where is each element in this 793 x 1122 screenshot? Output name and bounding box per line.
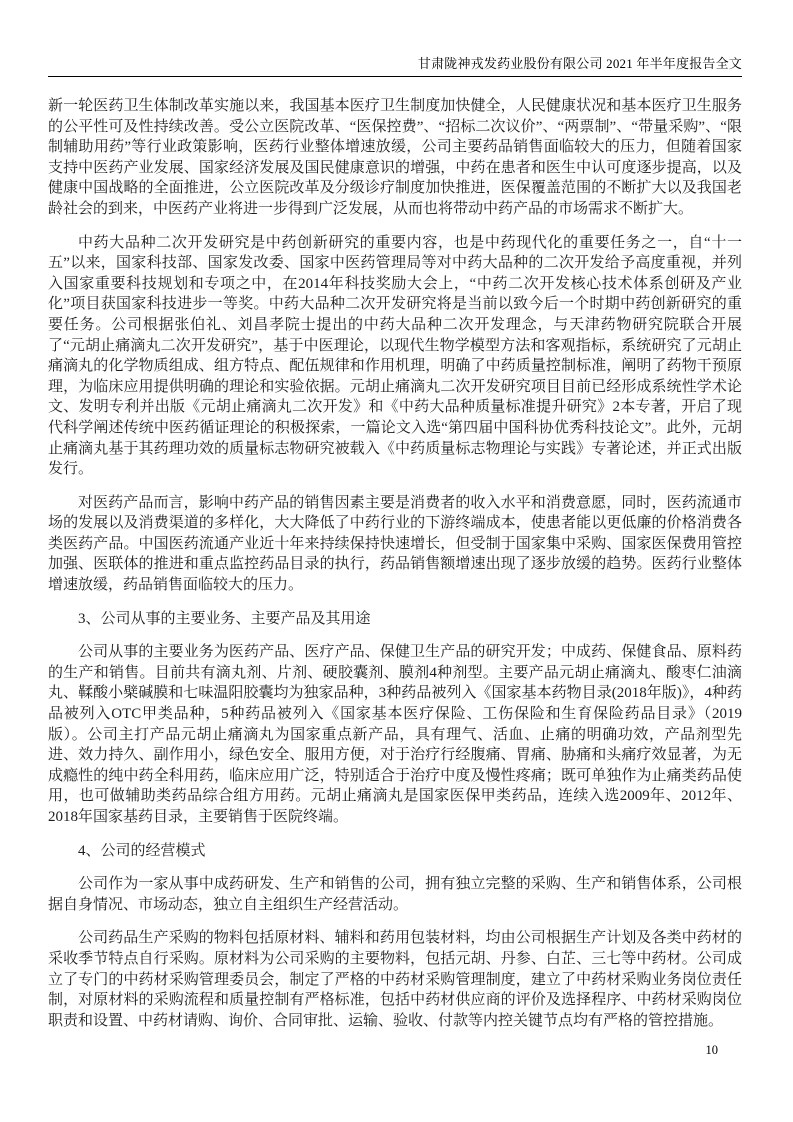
paragraph: 新一轮医药卫生体制改革实施以来，我国基本医疗卫生制度加快健全，人民健康状况和基本医疗卫生服务的公平性可及性持续改善。受公立医院改革、“医保控费”、“招标二次议价”、“两票制”、“带量采购”、“限制辅助用药”等行业政策影响，医药行业整体增速放缓，公司主要药品销售面临较大的压力，但随着国家支持中医药产业发展、国家经济发展及国民健康意识的增强，中药在患者和医生中认可度逐步提高，以及健康中国战略的全面推进，公立医院改革及分级诊疗制度加快推进，医保覆盖范围的不断扩大以及我国老龄社会的到来，中医药产业将进一步得到广泛发展，从而也将带动中药产品的市场需求不断扩大。: [48, 98, 742, 217]
section-heading: 3、公司从事的主要业务、主要产品及其用途: [78, 610, 371, 627]
paragraph: 公司从事的主要业务为医药产品、医疗产品、保健卫生产品的研究开发；中成药、保健食品、原料药的生产和销售。目前共有滴丸剂、片剂、硬胶囊剂、膜剂4种剂型。主要产品元胡止痛滴丸、酸枣仁油滴丸、鞣酸小檗碱膜和七味温阳胶囊均为独家品种，3种药品被列入《国家基本药物目录(2018年版)》，4种药品被列入OTC甲类品种，5种药品被列入《国家基本医疗保险、工伤保险和生育保险药品目录》（2019版）。公司主打产品元胡止痛滴丸为国家重点新产品，具有理气、活血、止痛的明确功效，产品剂型先进、效力持久、副作用小，绿色安全、服用方便，对于治疗行经腹痛、胃痛、胁痛和头痛疗效显著，为无成瘾性的纯中药全科用药，临床应用广泛，特别适合于治疗中度及慢性疼痛；既可单独作为止痛类药品使用，也可做辅助类药品综合组方用药。元胡止痛滴丸是国家医保甲类药品，连续入选2009年、2012年、2018年国家基药目录，主要销售于医院终端。: [48, 644, 742, 825]
paragraph: 公司药品生产采购的物料包括原材料、辅料和药用包装材料，均由公司根据生产计划及各类中药材的采收季节特点自行采购。原材料为公司采购的主要物料，包括元胡、丹参、白芷、三七等中药材。公司成立了专门的中药材采购管理委员会，制定了严格的中药材采购管理制度，建立了中药材采购业务岗位责任制，对原材料的采购流程和质量控制有严格标准，包括中药材供应商的评价及选择程序、中药材采购岗位职责和设置、中药材请购、询价、合同审批、运输、验收、付款等内控关键节点均有严格的管控措施。: [48, 930, 742, 1029]
header-title: 甘肃陇神戎发药业股份有限公司 2021 年半年度报告全文: [417, 56, 742, 71]
running-header: [48, 0, 742, 77]
paragraph: 中药大品种二次开发研究是中药创新研究的重要内容，也是中药现代化的重要任务之一，自“十一五”以来，国家科技部、国家发改委、国家中医药管理局等对中药大品种的二次开发给予高度重视，并列入国家重要科技规划和专项之中，在2014年科技奖励大会上，“中药二次开发核心技术体系创研及产业化”项目获国家科技进步一等奖。中药大品种二次开发研究将是当前以致今后一个时期中药创新研究的重要任务。公司根据张伯礼、刘昌孝院士提出的中药大品种二次开发理念，与天津药物研究院联合开展了“元胡止痛滴丸二次开发研究”，基于中医理论，以现代生物学模型方法和客观指标，系统研究了元胡止痛滴丸的化学物质组成、组方特点、配伍规律和作用机理，明确了中药质量控制标准，阐明了药物干预原理，为临床应用提供明确的理论和实验依据。元胡止痛滴丸二次开发研究项目目前已经形成系统性学术论文、发明专利并出版《元胡止痛滴丸二次开发》和《中药大品种质量标准提升研究》2本专著，开启了现代科学阐述传统中医药循证理论的积极探索，一篇论文入选“第四届中国科协优秀科技论文”。此外，元胡止痛滴丸基于其药理功效的质量标志物研究被载入《中药质量标志物理论与实践》专著论述，并正式出版发行。: [48, 234, 742, 478]
page-number: 10: [705, 1043, 718, 1057]
section-heading: 4、公司的经营模式: [78, 842, 206, 859]
paragraph: 公司作为一家从事中成药研发、生产和销售的公司，拥有独立完整的采购、生产和销售体系，公司根据自身情况、市场动态，独立自主组织生产经营活动。: [48, 876, 742, 913]
paragraph: 对医药产品而言，影响中药产品的销售因素主要是消费者的收入水平和消费意愿，同时，医药流通市场的发展以及消费渠道的多样化，大大降低了中药行业的下游终端成本，使患者能以更低廉的价格消费各类医药产品。中国医药流通产业近十年来持续保持快速增长，但受制于国家集中采购、国家医保费用管控加强、医联体的推进和重点监控药品目录的执行，药品销售额增速出现了逐步放缓的趋势。医药行业整体增速放缓，药品销售面临较大的压力。: [48, 494, 742, 594]
document-body: [48, 96, 742, 1044]
